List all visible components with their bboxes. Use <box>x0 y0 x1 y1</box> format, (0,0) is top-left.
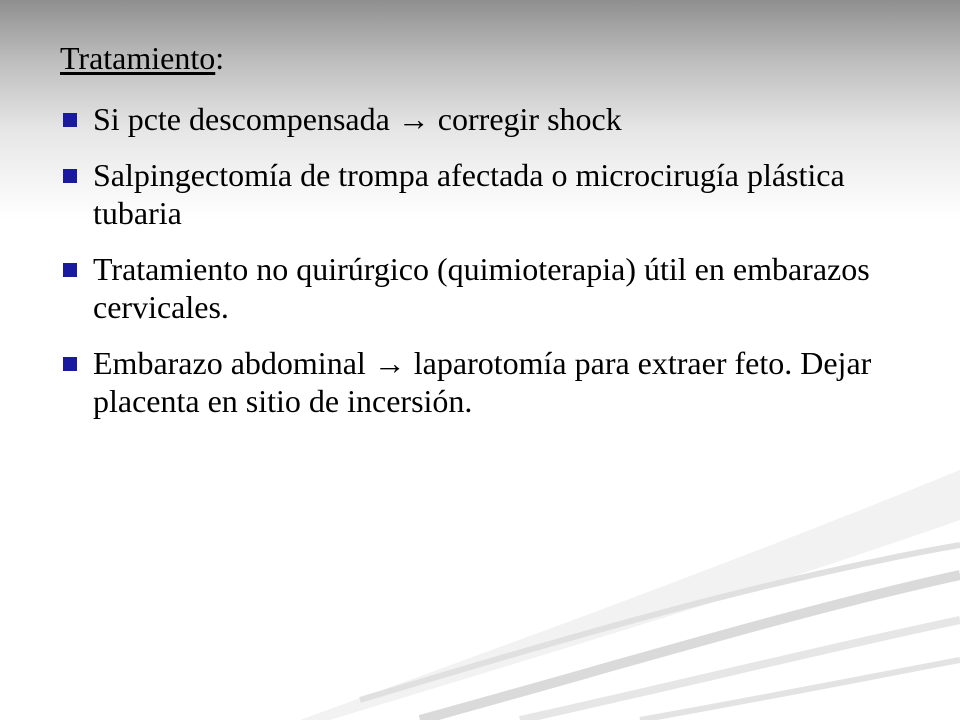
bullet-item <box>60 250 940 326</box>
bullet-text: Salpingectomía de trompa afectada o microcirugía plástica tubaria <box>93 157 845 231</box>
bullet-item <box>60 344 940 420</box>
bullet-text: Si pcte descompensada → corregir shock <box>93 101 622 137</box>
bullet-item <box>60 156 940 232</box>
square-bullet-icon <box>63 113 77 127</box>
bullet-text: Embarazo abdominal → laparotomía para extraer feto. Dejar placenta en sitio de incersión. <box>93 345 872 419</box>
heading-colon: : <box>215 40 225 76</box>
square-bullet-icon <box>63 357 77 371</box>
square-bullet-icon <box>63 263 77 277</box>
bullet-text: Tratamiento no quirúrgico (quimioterapia) útil en embarazos cervicales. <box>93 251 870 325</box>
slide-heading <box>60 38 224 78</box>
heading-label: Tratamiento <box>60 40 216 76</box>
bullet-item <box>60 100 940 138</box>
square-bullet-icon <box>63 169 77 183</box>
bullet-list <box>60 100 940 438</box>
